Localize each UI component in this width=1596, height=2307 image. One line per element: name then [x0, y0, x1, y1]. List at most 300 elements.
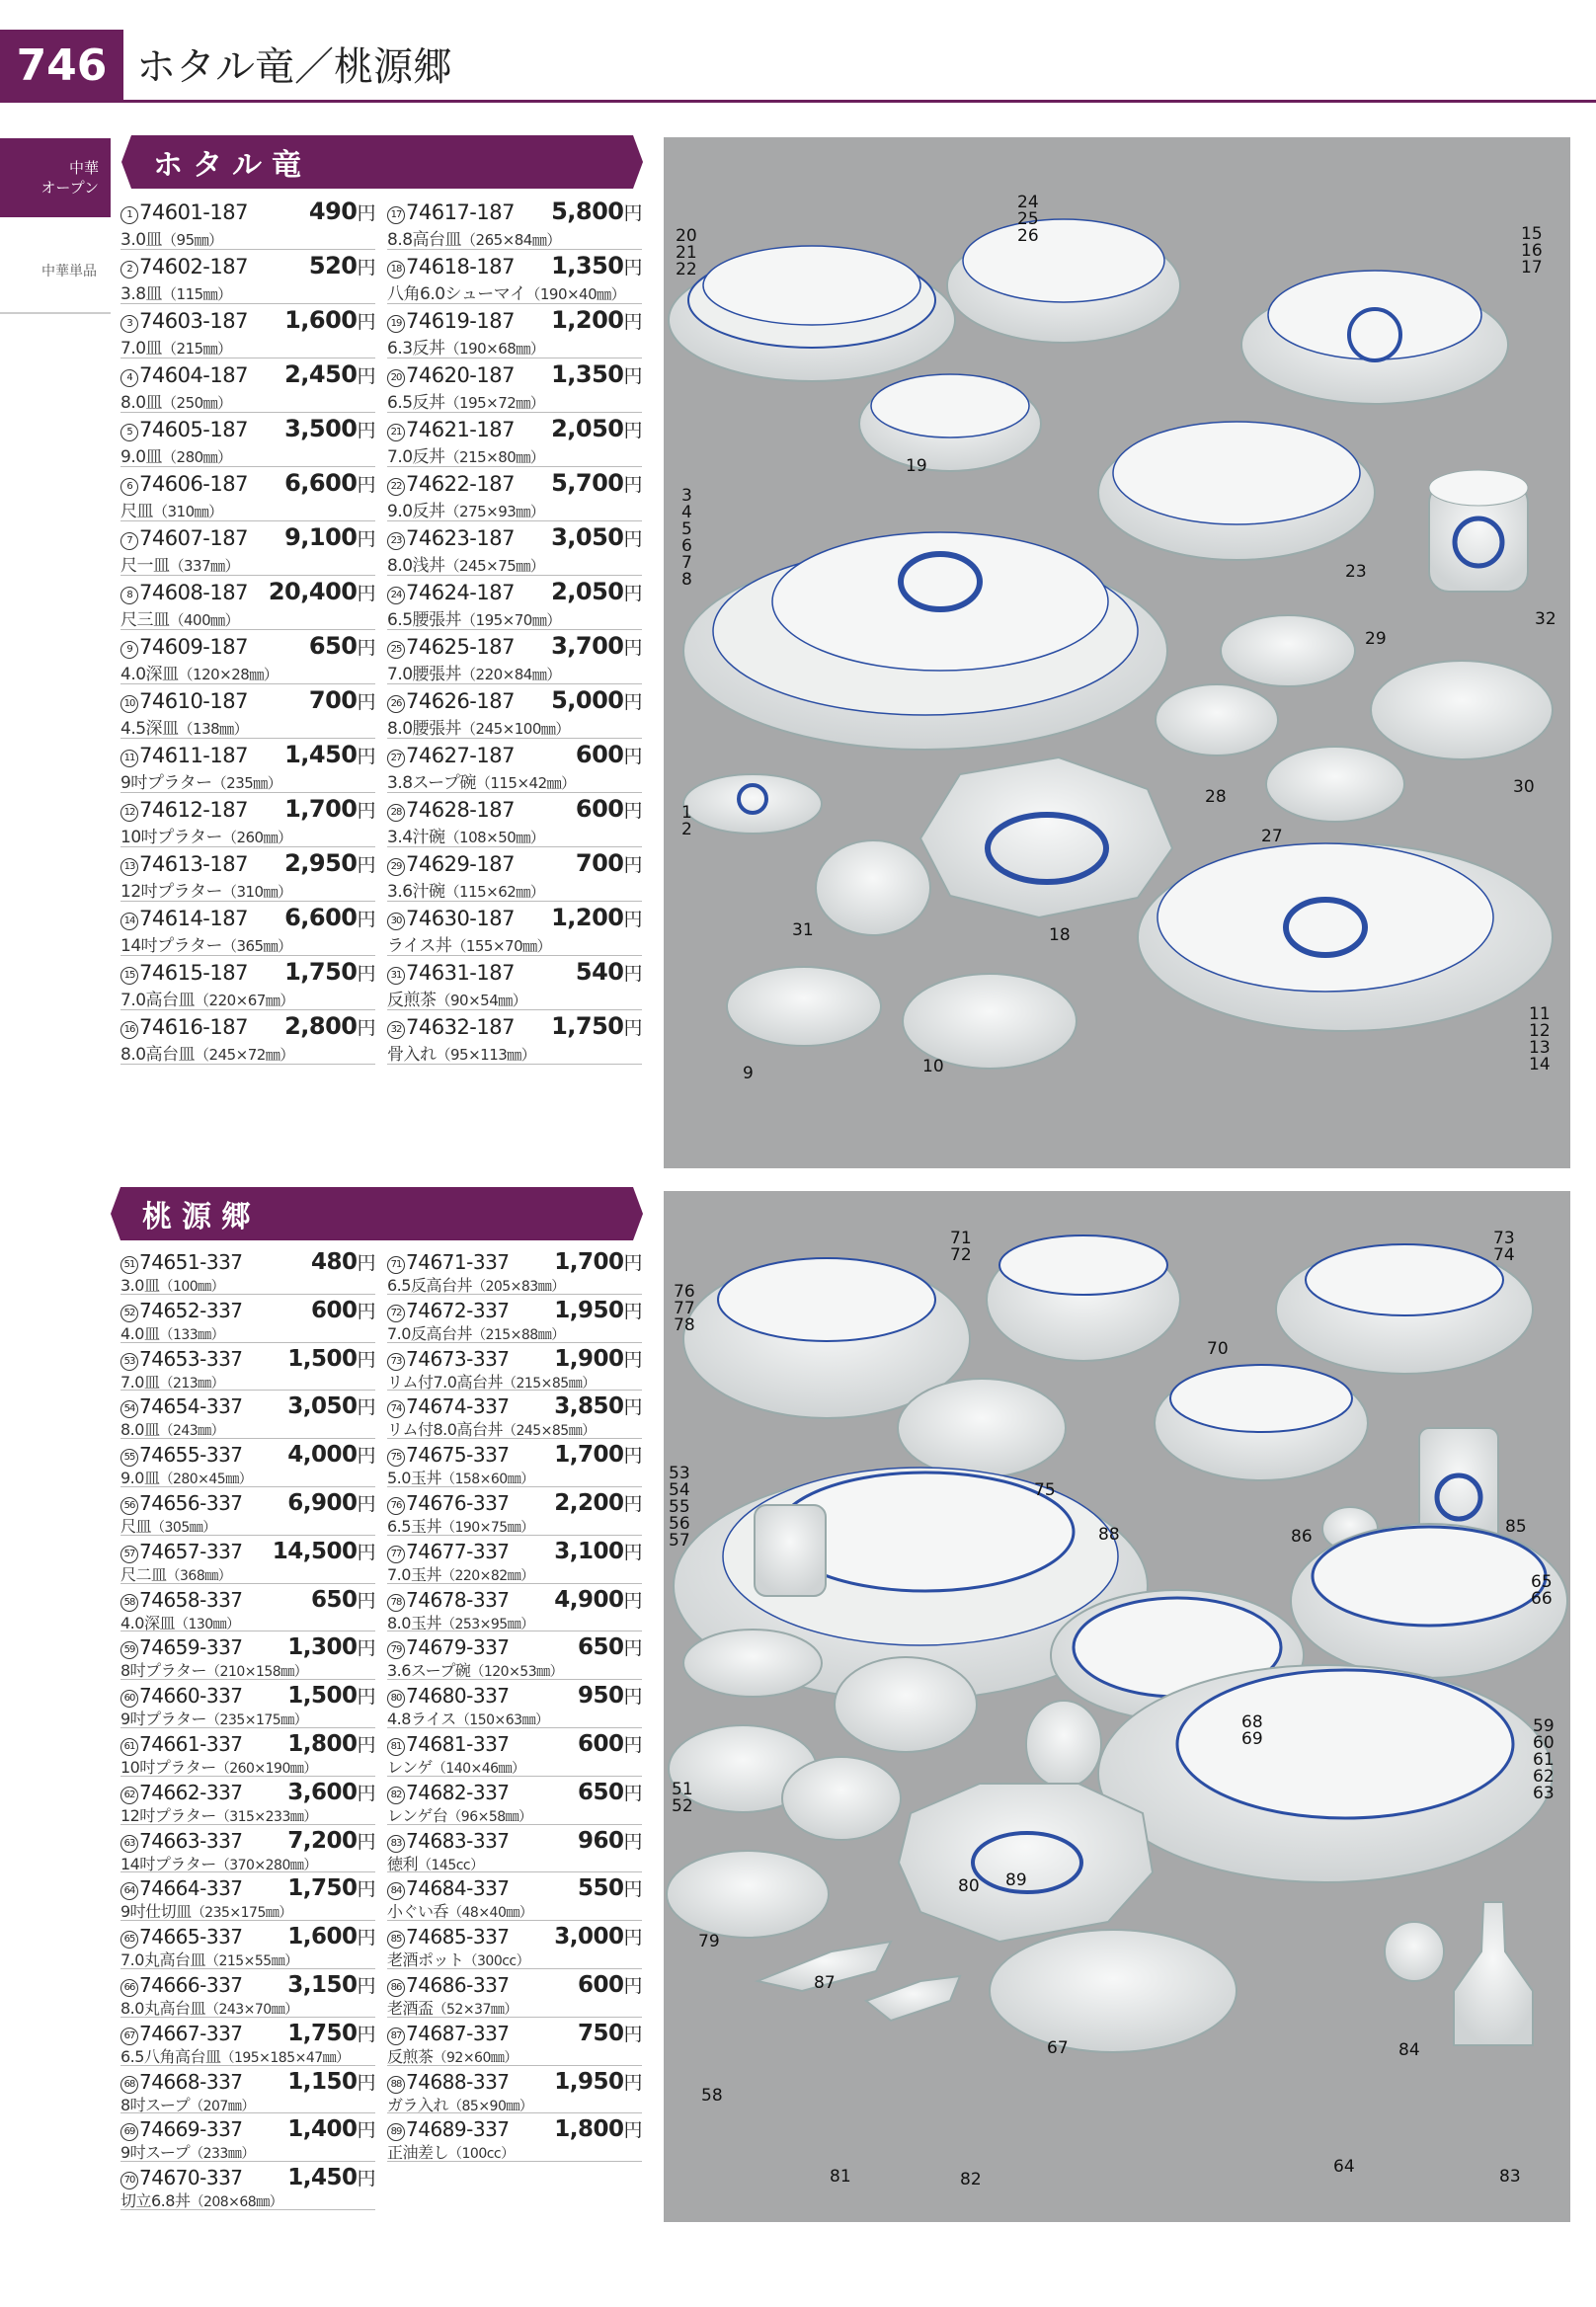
price-wrap — [273, 1538, 375, 1564]
product-size: （215×88㎜） — [471, 1326, 565, 1343]
yen-unit: 円 — [357, 1492, 375, 1515]
product-row — [387, 739, 642, 793]
yen-unit: 円 — [623, 1878, 642, 1901]
photo-label: 1 2 — [681, 803, 692, 839]
product-row — [120, 1391, 375, 1439]
price-wrap — [269, 578, 375, 605]
product-price: 600 — [577, 1730, 624, 1757]
product-row — [120, 1343, 375, 1392]
yen-unit: 円 — [357, 1974, 375, 1997]
product-size: （115×62㎜） — [444, 883, 545, 901]
price-wrap — [551, 632, 642, 660]
photo-label: 75 — [1034, 1480, 1056, 1500]
product-row — [387, 1921, 642, 1969]
item-number-badge: 6 — [120, 478, 138, 496]
product-code: 74655-337 — [139, 1443, 243, 1468]
product-code-wrap — [387, 961, 515, 985]
photo-label: 11 12 13 14 — [1529, 1004, 1551, 1074]
photo-label: 24 25 26 — [1017, 193, 1039, 246]
yen-unit: 円 — [623, 1445, 642, 1468]
product-code: 74626-187 — [406, 689, 515, 713]
product-row — [120, 630, 375, 684]
product-description: 3.0皿 — [120, 1276, 160, 1295]
tableware-illustration-bottom — [664, 1191, 1570, 2222]
product-code: 74688-337 — [406, 2069, 510, 2094]
product-size: （140×46㎜） — [432, 1760, 525, 1777]
side-nav — [0, 138, 111, 280]
product-code-wrap — [387, 2022, 510, 2045]
price-wrap — [284, 741, 375, 768]
product-row — [387, 250, 642, 304]
item-number-badge: 51 — [120, 1256, 138, 1274]
product-code-wrap — [120, 1394, 243, 1418]
product-description: リム付7.0高台丼 — [387, 1372, 503, 1392]
product-row — [387, 1487, 642, 1536]
item-number-badge: 32 — [387, 1021, 405, 1039]
photo-label: 79 — [698, 1932, 720, 1951]
product-description: 尺三皿 — [120, 610, 170, 630]
product-size: （235×175㎜） — [206, 1712, 308, 1729]
item-number-badge: 83 — [387, 1835, 405, 1853]
product-row — [387, 358, 642, 413]
item-number-badge: 21 — [387, 424, 405, 441]
product-description: 老酒ポット — [387, 1950, 464, 1970]
product-row — [120, 521, 375, 576]
yen-unit: 円 — [623, 2071, 642, 2094]
yen-unit: 円 — [357, 691, 375, 713]
price-wrap — [551, 360, 642, 388]
photo-label: 9 — [743, 1064, 754, 1083]
product-size: （260×190㎜） — [215, 1760, 317, 1777]
photo-label: 89 — [1005, 1870, 1027, 1890]
product-code: 74674-337 — [406, 1394, 510, 1419]
product-price: 3,050 — [287, 1393, 358, 1420]
product-row — [387, 2066, 642, 2114]
product-description: 3.8皿 — [120, 284, 163, 304]
product-description: 6.5反丼 — [387, 393, 445, 413]
product-description: 4.0深皿 — [120, 1613, 175, 1632]
yen-unit: 円 — [357, 2023, 375, 2045]
product-description: 3.6スープ碗 — [387, 1661, 471, 1681]
item-number-badge: 4 — [120, 369, 138, 387]
product-code-wrap — [387, 200, 515, 224]
product-row — [120, 1487, 375, 1536]
product-size: （310㎜） — [153, 503, 223, 520]
yen-unit: 円 — [623, 691, 642, 713]
photo-label: 27 — [1261, 827, 1283, 846]
price-wrap — [551, 578, 642, 605]
product-size: （245×100㎜） — [461, 720, 570, 738]
product-price: 3,700 — [551, 632, 624, 660]
product-row — [120, 576, 375, 630]
product-row — [387, 196, 642, 250]
product-row — [387, 1631, 642, 1680]
product-price: 1,750 — [287, 2020, 358, 2046]
product-code: 74677-337 — [406, 1539, 510, 1563]
item-number-badge: 75 — [387, 1449, 405, 1467]
product-code: 74613-187 — [139, 852, 248, 876]
product-code-wrap — [120, 309, 248, 333]
yen-unit: 円 — [623, 1252, 642, 1274]
product-description: 7.0高台皿 — [120, 991, 196, 1010]
product-price: 2,950 — [284, 849, 358, 877]
product-code-wrap — [120, 961, 248, 985]
yen-unit: 円 — [357, 854, 375, 876]
product-row — [387, 1536, 642, 1584]
yen-unit: 円 — [623, 1782, 642, 1804]
product-row — [120, 1825, 375, 1873]
product-description: 9吋プラター — [120, 773, 212, 793]
product-price: 5,000 — [551, 686, 624, 714]
product-size: （235㎜） — [211, 774, 282, 792]
product-code: 74669-337 — [139, 2117, 243, 2142]
product-description: 3.6汁碗 — [387, 882, 445, 902]
product-code-wrap — [120, 798, 248, 822]
product-description: 尺皿 — [120, 1516, 152, 1536]
product-price: 600 — [310, 1297, 358, 1323]
product-code: 74654-337 — [139, 1394, 243, 1419]
item-number-badge: 19 — [387, 315, 405, 333]
item-number-badge: 66 — [120, 1979, 138, 1997]
product-description: 4.0深皿 — [120, 665, 179, 684]
yen-unit: 円 — [623, 202, 642, 224]
product-code: 74679-337 — [406, 1635, 510, 1660]
product-code-wrap — [387, 1973, 510, 1997]
product-row — [387, 1295, 642, 1343]
yen-unit: 円 — [623, 2119, 642, 2142]
product-price: 1,350 — [551, 360, 624, 388]
product-row — [387, 413, 642, 467]
yen-unit: 円 — [357, 1830, 375, 1853]
product-code-wrap — [387, 472, 515, 496]
item-number-badge: 60 — [120, 1690, 138, 1708]
product-code: 74616-187 — [139, 1015, 248, 1039]
product-code-wrap — [387, 1015, 515, 1039]
product-price: 600 — [575, 795, 624, 823]
product-row — [387, 1872, 642, 1921]
product-description: 5.0玉丼 — [387, 1469, 441, 1488]
product-price: 5,800 — [551, 198, 624, 225]
product-code-wrap — [120, 1829, 243, 1853]
product-code-wrap — [120, 1588, 243, 1612]
price-wrap — [284, 795, 375, 823]
product-row — [120, 2162, 375, 2210]
product-row — [387, 1969, 642, 2018]
product-price: 650 — [577, 1779, 624, 1805]
price-wrap — [554, 1297, 642, 1323]
product-price: 1,800 — [287, 1730, 358, 1757]
item-number-badge: 67 — [120, 2028, 138, 2045]
price-wrap — [554, 1441, 642, 1468]
yen-unit: 円 — [357, 1878, 375, 1901]
product-size: （207㎜） — [190, 2098, 255, 2114]
product-code: 74685-337 — [406, 1925, 510, 1949]
side-sub-chinese-single[interactable]: 中華単品 — [41, 264, 97, 279]
product-description: 6.5反高台丼 — [387, 1276, 472, 1295]
product-description: 7.0皿 — [120, 339, 163, 358]
product-description: 反煎茶 — [387, 991, 437, 1010]
product-code-wrap — [387, 1635, 510, 1659]
price-wrap — [284, 306, 375, 334]
product-description: リム付8.0高台丼 — [387, 1420, 503, 1440]
yen-unit: 円 — [623, 1300, 642, 1322]
product-size: （370×280㎜） — [215, 1857, 317, 1873]
product-code-wrap — [120, 689, 248, 713]
item-number-badge: 81 — [387, 1738, 405, 1756]
product-code-wrap — [120, 1876, 243, 1900]
yen-unit: 円 — [357, 800, 375, 822]
product-row — [120, 304, 375, 358]
product-row — [387, 2113, 642, 2162]
product-price: 1,750 — [287, 1875, 358, 1902]
product-row — [387, 521, 642, 576]
photo-label: 82 — [960, 2170, 982, 2189]
product-code: 74629-187 — [406, 852, 515, 876]
product-code: 74608-187 — [139, 581, 248, 604]
product-price: 6,600 — [284, 469, 358, 497]
product-code-wrap — [120, 2117, 243, 2141]
product-code-wrap — [120, 1732, 243, 1756]
product-row — [120, 250, 375, 304]
price-wrap — [284, 849, 375, 877]
photo-label: 64 — [1333, 2157, 1355, 2177]
item-number-badge: 62 — [120, 1787, 138, 1804]
product-price: 1,300 — [287, 1634, 358, 1661]
product-code-wrap — [387, 1588, 510, 1612]
item-number-badge: 5 — [120, 424, 138, 441]
photo-label: 15 16 17 — [1521, 224, 1543, 278]
product-code: 74664-337 — [139, 1876, 243, 1901]
item-number-badge: 12 — [120, 804, 138, 822]
product-code: 74606-187 — [139, 472, 248, 496]
item-number-badge: 64 — [120, 1882, 138, 1900]
yen-unit: 円 — [357, 311, 375, 333]
item-number-badge: 11 — [120, 750, 138, 767]
product-code-wrap — [120, 1250, 243, 1274]
product-code: 74673-337 — [406, 1346, 510, 1371]
product-code: 74617-187 — [406, 200, 515, 224]
item-number-badge: 53 — [120, 1353, 138, 1371]
product-size: （220×84㎜） — [461, 666, 561, 683]
section-banner-tougenkyou: 桃源郷 — [120, 1187, 633, 1240]
product-description: レンゲ — [387, 1757, 433, 1777]
product-size: （145cc） — [418, 1857, 484, 1873]
yen-unit: 円 — [357, 583, 375, 604]
product-code: 74665-337 — [139, 1925, 243, 1949]
page-title: ホタル竜／桃源郷 — [136, 44, 452, 90]
product-description: 3.0皿 — [120, 230, 163, 250]
price-wrap — [309, 252, 375, 279]
price-wrap — [287, 2115, 375, 2142]
product-code: 74689-337 — [406, 2117, 510, 2142]
product-code-wrap — [387, 798, 515, 822]
price-wrap — [576, 958, 642, 986]
product-row — [387, 1728, 642, 1777]
price-wrap — [551, 523, 642, 551]
item-number-badge: 74 — [387, 1400, 405, 1418]
price-wrap — [287, 1730, 375, 1757]
photo-label: 53 54 55 56 57 — [669, 1464, 690, 1551]
product-code-wrap — [120, 1540, 243, 1563]
photo-label: 65 66 — [1531, 1572, 1553, 1609]
price-wrap — [309, 632, 375, 660]
price-wrap — [554, 1345, 642, 1372]
price-wrap — [578, 1827, 642, 1854]
product-price: 1,600 — [284, 306, 358, 334]
yen-unit: 円 — [357, 1927, 375, 1949]
item-number-badge: 87 — [387, 2028, 405, 2045]
product-code-wrap — [120, 472, 248, 496]
product-code: 74621-187 — [406, 418, 515, 441]
photo-label: 87 — [814, 1973, 836, 1993]
product-row — [120, 467, 375, 521]
product-description: レンゲ台 — [387, 1805, 448, 1825]
product-price: 1,500 — [287, 1345, 358, 1372]
product-size: （215×85㎜） — [502, 1375, 596, 1392]
product-code: 74653-337 — [139, 1346, 243, 1371]
item-number-badge: 80 — [387, 1690, 405, 1708]
item-number-badge: 31 — [387, 967, 405, 985]
product-description: 14吋プラター — [120, 1854, 216, 1873]
price-wrap — [311, 1586, 375, 1613]
product-code: 74652-337 — [139, 1298, 243, 1322]
price-wrap — [284, 360, 375, 388]
item-number-badge: 8 — [120, 587, 138, 604]
product-description: 8.0高台皿 — [120, 1045, 196, 1065]
product-description: 8.0皿 — [120, 393, 163, 413]
price-wrap — [578, 1779, 642, 1805]
item-number-badge: 25 — [387, 641, 405, 659]
price-wrap — [578, 2020, 642, 2046]
product-description: 7.0丸高台皿 — [120, 1950, 205, 1970]
product-size: （95㎜） — [162, 231, 223, 249]
yen-unit: 円 — [623, 637, 642, 659]
price-wrap — [287, 1489, 375, 1516]
product-description: 8.0丸高台皿 — [120, 1998, 205, 2018]
yen-unit: 円 — [357, 909, 375, 930]
product-size: （245×75㎜） — [444, 557, 545, 575]
item-number-badge: 82 — [387, 1787, 405, 1804]
item-number-badge: 16 — [120, 1021, 138, 1039]
price-wrap — [554, 2115, 642, 2142]
price-wrap — [311, 1248, 375, 1275]
photo-label: 71 72 — [950, 1229, 972, 1265]
product-description: 骨入れ — [387, 1045, 437, 1065]
product-price: 4,000 — [287, 1442, 358, 1469]
product-row — [120, 413, 375, 467]
product-size: （108×50㎜） — [444, 829, 545, 846]
section-banner-hotaru-ryu: ホタル竜 — [131, 135, 633, 189]
item-number-badge: 9 — [120, 641, 138, 659]
product-price: 4,900 — [554, 1586, 624, 1613]
yen-unit: 円 — [357, 1300, 375, 1322]
item-number-badge: 15 — [120, 967, 138, 985]
item-number-badge: 55 — [120, 1449, 138, 1467]
product-size: （195×72㎜） — [444, 394, 545, 412]
product-price: 650 — [308, 632, 358, 660]
yen-unit: 円 — [357, 637, 375, 659]
product-size: （365㎜） — [221, 937, 292, 955]
product-description: ガラ入れ — [387, 2095, 449, 2114]
product-price: 480 — [310, 1249, 358, 1275]
item-number-badge: 24 — [387, 587, 405, 604]
yen-unit: 円 — [357, 365, 375, 387]
item-number-badge: 79 — [387, 1641, 405, 1659]
product-price: 1,700 — [284, 795, 358, 823]
product-code: 74661-337 — [139, 1731, 243, 1756]
product-description: 9.0皿 — [120, 1469, 160, 1488]
product-row — [120, 902, 375, 956]
product-code-wrap — [387, 309, 515, 333]
product-size: （158×60㎜） — [440, 1472, 534, 1488]
product-code-wrap — [120, 363, 248, 387]
product-price: 3,600 — [287, 1779, 358, 1805]
product-code: 74663-337 — [139, 1828, 243, 1853]
item-number-badge: 13 — [120, 858, 138, 876]
product-code: 74658-337 — [139, 1587, 243, 1612]
product-photo-tougenkyou — [664, 1191, 1570, 2222]
product-price: 1,750 — [284, 958, 358, 986]
product-price: 2,200 — [554, 1489, 624, 1516]
product-code: 74612-187 — [139, 798, 248, 822]
product-description: 9.0反丼 — [387, 502, 445, 521]
product-price: 540 — [575, 958, 624, 986]
product-code-wrap — [387, 1347, 510, 1371]
item-number-badge: 88 — [387, 2076, 405, 2094]
product-row — [387, 2018, 642, 2066]
price-wrap — [576, 741, 642, 768]
product-price: 650 — [577, 1634, 624, 1661]
yen-unit: 円 — [623, 1396, 642, 1419]
yen-unit: 円 — [623, 583, 642, 604]
product-row — [387, 304, 642, 358]
product-row — [387, 1825, 642, 1873]
product-code: 74615-187 — [139, 961, 248, 985]
item-number-badge: 84 — [387, 1882, 405, 1900]
price-wrap — [551, 252, 642, 279]
product-code-wrap — [120, 635, 248, 659]
product-price: 3,050 — [551, 523, 624, 551]
product-description: 8.0玉丼 — [387, 1613, 441, 1632]
product-size: （100cc） — [448, 2146, 515, 2163]
item-number-badge: 10 — [120, 695, 138, 713]
yen-unit: 円 — [623, 1541, 642, 1563]
product-code-wrap — [387, 635, 515, 659]
yen-unit: 円 — [623, 365, 642, 387]
item-number-badge: 58 — [120, 1594, 138, 1612]
product-description: 尺二皿 — [120, 1564, 167, 1584]
item-number-badge: 3 — [120, 315, 138, 333]
item-number-badge: 52 — [120, 1305, 138, 1322]
yen-unit: 円 — [623, 257, 642, 278]
price-wrap — [578, 1874, 642, 1901]
yen-unit: 円 — [623, 1686, 642, 1709]
product-code-wrap — [387, 1732, 510, 1756]
side-tab-chinese-open[interactable] — [0, 138, 111, 217]
product-code-wrap — [120, 1299, 243, 1322]
product-size: （250㎜） — [162, 394, 232, 412]
product-description: 9.0皿 — [120, 447, 163, 467]
product-row — [120, 1439, 375, 1487]
product-price: 1,950 — [554, 2068, 624, 2095]
product-code-wrap — [120, 1925, 243, 1949]
yen-unit: 円 — [623, 1017, 642, 1039]
product-code: 74604-187 — [139, 363, 248, 387]
price-wrap — [284, 958, 375, 986]
product-price: 1,750 — [551, 1012, 624, 1040]
price-wrap — [287, 1441, 375, 1468]
product-description: 八角6.0シューマイ — [387, 284, 526, 304]
